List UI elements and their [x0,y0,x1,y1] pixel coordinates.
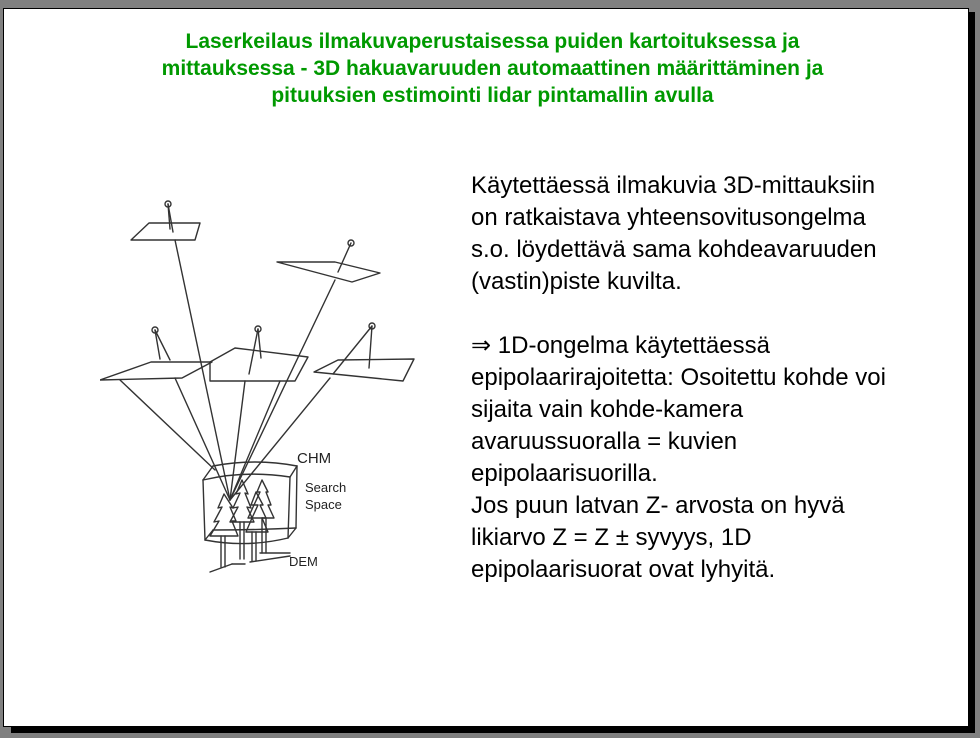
paragraph-1-line: s.o. löydettävä sama kohdeavaruuden [471,236,877,263]
slide-title [0,28,980,109]
dem-ground [210,553,290,572]
paragraph-2-line: sijaita vain kohde-kamera [471,396,744,423]
paragraph-1-line: on ratkaistava yhteensovitusongelma [471,204,866,231]
title-line-1: Laserkeilaus ilmakuvaperustaisessa puiden kartoituksessa ja [185,30,800,53]
paragraph-2-line: avaruussuoralla = kuvien [471,428,738,455]
search-space-diagram [100,190,430,590]
image-planes [100,223,414,381]
slide-body-text [471,170,951,586]
paragraph-2-line: ⇒ 1D-ongelma käytettäessä [471,332,770,359]
search-space-label-line2: Space [305,497,342,512]
search-space-label-line1: Search [305,480,347,495]
paragraph-2-line: Jos puun latvan Z- arvosta on hyvä [471,492,845,519]
paragraph-gap [471,298,951,330]
trees [210,480,274,567]
camera-centers [152,201,375,333]
title-line-3: pituuksien estimointi lidar pintamallin avulla [271,84,714,107]
title-line-2: mittauksessa - 3D hakuavaruuden automaattinen määrittäminen ja [161,57,824,80]
dem-label: DEM [289,554,318,569]
paragraph-2-line: likiarvo Z = Z ± syvyys, 1D [471,524,752,551]
paragraph-1-line: (vastin)piste kuvilta. [471,268,682,295]
paragraph-2-line: epipolaarisuorilla. [471,460,658,487]
chm-label: CHM [297,450,332,467]
paragraph-2-line: epipolaarirajoitetta: Osoitettu kohde voi [471,364,886,391]
camera-axes [155,204,372,374]
paragraph-1-line: Käytettäessä ilmakuvia 3D-mittauksiin [471,172,876,199]
paragraph-2-line: epipolaarisuorat ovat lyhyitä. [471,556,776,583]
